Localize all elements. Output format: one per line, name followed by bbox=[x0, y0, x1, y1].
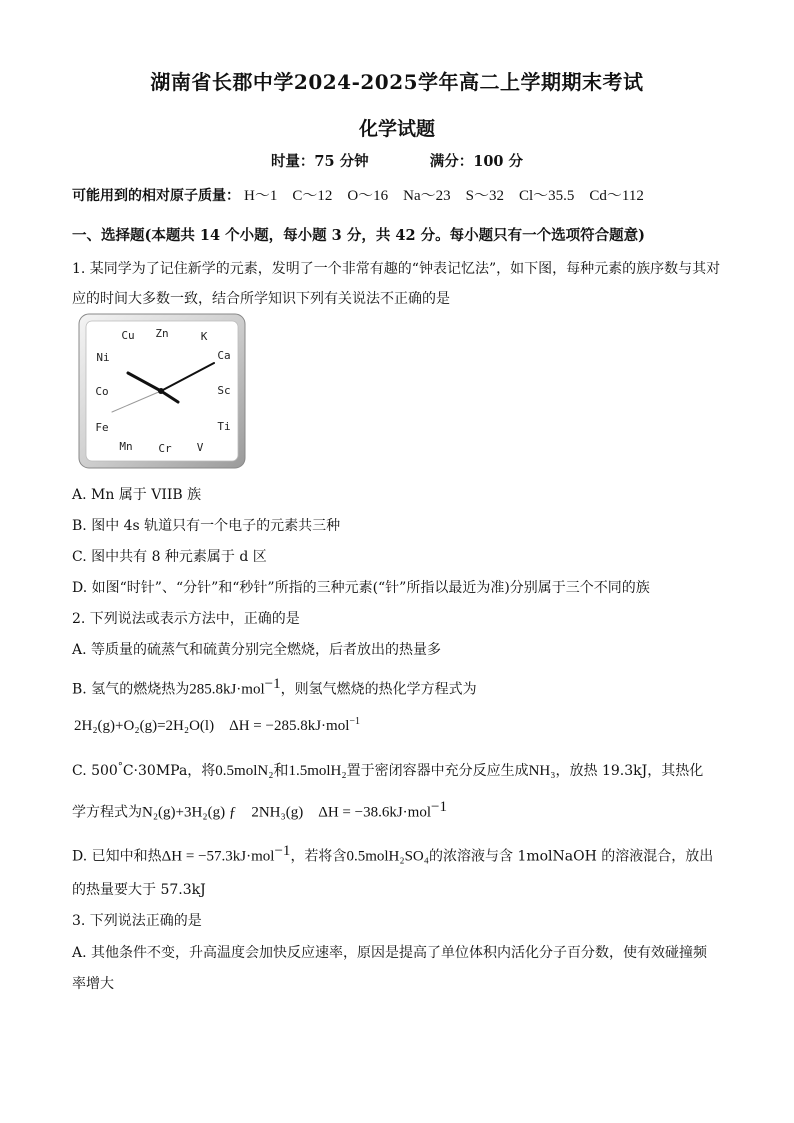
q3-stem: 3. 下列说法正确的是 bbox=[72, 913, 202, 929]
element-clock-figure bbox=[78, 313, 246, 469]
q2-option-c-nh3: NH₃ bbox=[528, 763, 556, 779]
exam-title: 湖南省长郡中学2024-2025学年高二上学期期末考试 bbox=[150, 70, 644, 94]
clock-center bbox=[158, 388, 164, 394]
q2-option-c-equation: N₂(g)+3H₂(g) ƒ 2NH₃(g) ΔH = −38.6kJ·mol bbox=[142, 804, 432, 821]
q2-option-b-equation bbox=[74, 714, 360, 735]
q2-option-c-sup: −1 bbox=[431, 799, 447, 815]
clock-label-v: V bbox=[196, 441, 204, 454]
q2-option-d-pre: D. 已知中和热 bbox=[72, 848, 162, 865]
clock-label-cr: Cr bbox=[158, 442, 172, 455]
clock-label-co: Co bbox=[95, 385, 109, 398]
time-limit: 时量：75 分钟 bbox=[270, 153, 369, 170]
q2-option-d-post: 的浓溶液与含 1molNaOH 的溶液混合，放出 bbox=[429, 848, 714, 865]
exam-info bbox=[0, 150, 794, 171]
q2-option-c-line2-pre: 学方程式为 bbox=[72, 804, 142, 821]
q2-option-c-pre: C. 500 bbox=[72, 763, 118, 779]
clock-label-k: K bbox=[200, 330, 208, 343]
q2-option-c bbox=[72, 759, 703, 780]
q2-option-c-reactants: 0.5molN₂和1.5molH₂ bbox=[215, 763, 347, 779]
section-title: 一、选择题(本题共 14 个小题，每小题 3 分，共 42 分。每小题只有一个选项符合题意) bbox=[72, 227, 645, 244]
q2-option-d-line2: 的热量要大于 57.3kJ bbox=[72, 882, 206, 898]
q2-option-b bbox=[72, 676, 477, 699]
q2-option-d-value: ΔH = −57.3kJ·mol bbox=[161, 848, 275, 865]
q2-option-c-post: 置于密闭容器中充分反应生成 bbox=[346, 763, 529, 779]
q1-option-b: B. 图中 4s 轨道只有一个电子的元素共三种 bbox=[72, 518, 341, 534]
atomic-masses-label: 可能用到的相对原子质量： bbox=[72, 188, 240, 204]
q2-option-b-value: 285.8kJ·mol bbox=[189, 681, 265, 698]
q2-option-d bbox=[72, 843, 713, 866]
q1-stem-line2: 应的时间大多数一致，结合所学知识下列有关说法不正确的是 bbox=[72, 291, 450, 307]
clock-label-sc: Sc bbox=[217, 384, 231, 397]
q1-option-a: A. Mn 属于 VIIB 族 bbox=[72, 487, 202, 503]
full-score: 满分：100 分 bbox=[429, 153, 524, 170]
clock-label-mn: Mn bbox=[119, 440, 133, 453]
subject-title: 化学试题 bbox=[358, 118, 435, 140]
clock-label-ni: Ni bbox=[96, 351, 110, 364]
clock-label-ca: Ca bbox=[217, 349, 231, 362]
q2-option-c-end: ，放热 19.3kJ，其热化 bbox=[555, 763, 704, 779]
atomic-masses-values: H～1 C～12 O～16 Na～23 S～32 Cl～35.5 Cd～112 bbox=[244, 188, 644, 204]
q2-equation-b-text: 2H₂(g)+O₂(g)=2H₂O(l) ΔH = −285.8kJ·mol bbox=[74, 718, 350, 734]
q2-option-c-line2 bbox=[72, 799, 447, 822]
q1-option-d: D. 如图“时针”、“分针”和“秒针”所指的三种元素(“针”所指以最近为准)分别属于三个不同的族 bbox=[72, 580, 650, 596]
atomic-masses bbox=[72, 184, 644, 205]
clock-label-cu: Cu bbox=[121, 329, 135, 342]
q1-stem-line1: 1. 某同学为了记住新学的元素，发明了一个非常有趣的“钟表记忆法”，如下图，每种元素的族序数与其对 bbox=[72, 261, 721, 277]
q2-stem: 2. 下列说法或表示方法中，正确的是 bbox=[72, 611, 300, 627]
q2-option-b-sup: −1 bbox=[264, 676, 281, 692]
q3-option-a-line1: A. 其他条件不变，升高温度会加快反应速率，原因是提高了单位体积内活化分子百分数，使有效碰撞频 bbox=[72, 945, 708, 961]
clock-label-zn: Zn bbox=[155, 327, 169, 340]
q2-option-c-degree: ° bbox=[117, 761, 123, 773]
clock-label-fe: Fe bbox=[95, 421, 109, 434]
q1-option-c: C. 图中共有 8 种元素属于 d 区 bbox=[72, 549, 267, 565]
q2-option-a: A. 等质量的硫蒸气和硫黄分别完全燃烧，后者放出的热量多 bbox=[72, 642, 442, 658]
q2-option-b-post: ，则氢气燃烧的热化学方程式为 bbox=[280, 681, 477, 698]
q3-option-a-line2: 率增大 bbox=[72, 976, 114, 992]
q2-option-c-mid: C·30MPa，将 bbox=[122, 763, 216, 779]
q2-option-b-pre: B. 氢气的燃烧热为 bbox=[72, 681, 190, 698]
clock-label-ti: Ti bbox=[217, 420, 231, 433]
q2-option-d-mid: ，若将含 bbox=[290, 848, 347, 865]
q2-option-d-sup: −1 bbox=[274, 843, 291, 859]
q2-equation-b-sup: −1 bbox=[349, 716, 361, 727]
q2-option-d-acid: 0.5molH₂SO₄ bbox=[346, 848, 429, 865]
